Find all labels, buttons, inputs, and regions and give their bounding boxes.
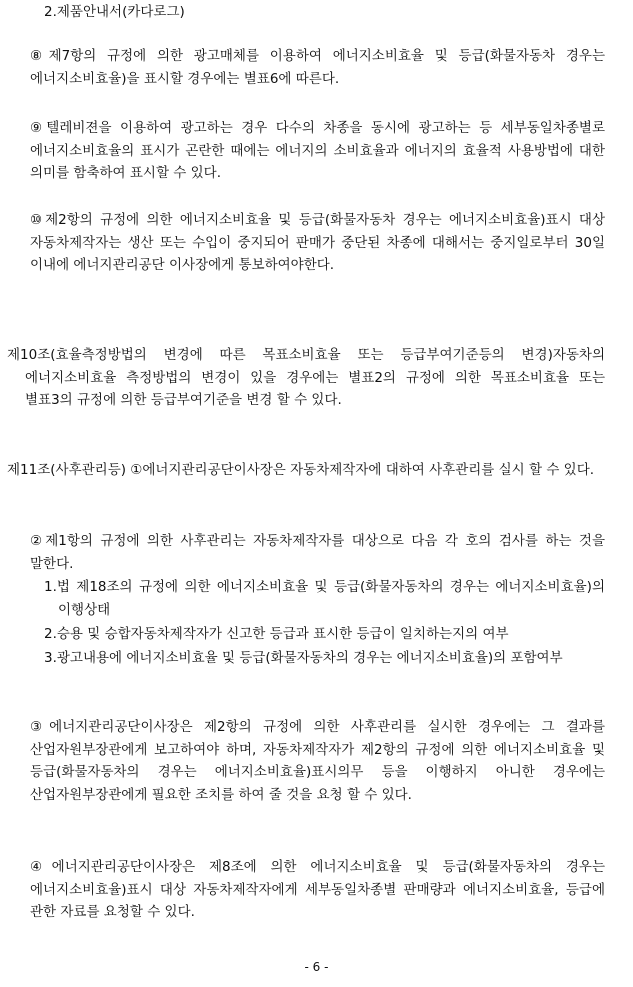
- item-catalog: 2.제품안내서(카다로그): [44, 4, 185, 20]
- page-number: - 6 -: [304, 960, 329, 974]
- article-11-paragraph-2: ②제1항의 규정에 의한 사후관리는 자동차제작자를 대상으로 다음 각 호의 검사를 하는 것을 말한다.: [30, 533, 605, 572]
- article-11-item-3: 3.광고내용에 에너지소비효율 및 등급(화물자동차의 경우는 에너지소비효율)의 포함여부: [44, 650, 563, 666]
- paragraph-9: ⑨텔레비젼을 이용하여 광고하는 경우 다수의 차종을 동시에 광고하는 등 세부동일차종별로 에너지소비효율의 표시가 곤란한 때에는 에너지의 소비효율과 에너지의 효율적 사용방법에 대한 의미를 함축하여 표시할 수 있다.: [30, 120, 605, 181]
- article-11-heading: 제11조(사후관리등) ①에너지관리공단이사장은 자동차제작자에 대하여 사후관리를 실시 할 수 있다.: [7, 462, 595, 478]
- article-11-paragraph-4: ④에너지관리공단이사장은 제8조에 의한 에너지소비효율 및 등급(화물자동차의 경우는 에너지소비효율)표시 대상 자동차제작자에게 세부동일차종별 판매량과 에너지소비효율, 등급에 관한 자료를 요청할 수 있다.: [30, 859, 605, 920]
- article-11-paragraph-3: ③에너지관리공단이사장은 제2항의 규정에 의한 사후관리를 실시한 경우에는 그 결과를 산업자원부장관에게 보고하여야 하며, 자동차제작자가 제2항의 규정에 의한 에너지소비효율 및 등급(화물자동차의 경우는 에너지소비효율)표시의무 등을 이행하지 아니한 경우에는 산업자원부장관에게 필요한 조치를 하여 줄 것을 요청 할 수 있다.: [30, 719, 605, 803]
- paragraph-8: ⑧제7항의 규정에 의한 광고매체를 이용하여 에너지소비효율 및 등급(화물자동차 경우는 에너지소비효율)을 표시할 경우에는 별표6에 따른다.: [30, 48, 605, 87]
- article-10: 제10조(효율측정방법의 변경에 따른 목표소비효율 또는 등급부여기준등의 변경)자동차의 에너지소비효율 측정방법의 변경이 있을 경우에는 별표2의 규정에 의한 목표소비효율 또는 별표3의 규정에 의한 등급부여기준을 변경 할 수 있다.: [7, 347, 605, 408]
- paragraph-10: ⑩제2항의 규정에 의한 에너지소비효율 및 등급(화물자동차 경우는 에너지소비효율)표시 대상 자동차제작자는 생산 또는 수입이 중지되어 판매가 중단된 차종에 대해서는 중지일로부터 30일 이내에 에너지관리공단 이사장에게 통보하여야한다.: [30, 212, 605, 273]
- article-11-item-2: 2.승용 및 승합자동차제작자가 신고한 등급과 표시한 등급이 일치하는지의 여부: [44, 626, 509, 642]
- article-11-item-1: 1.법 제18조의 규정에 의한 에너지소비효율 및 등급(화물자동차의 경우는 에너지소비효율)의 이행상태: [44, 579, 605, 618]
